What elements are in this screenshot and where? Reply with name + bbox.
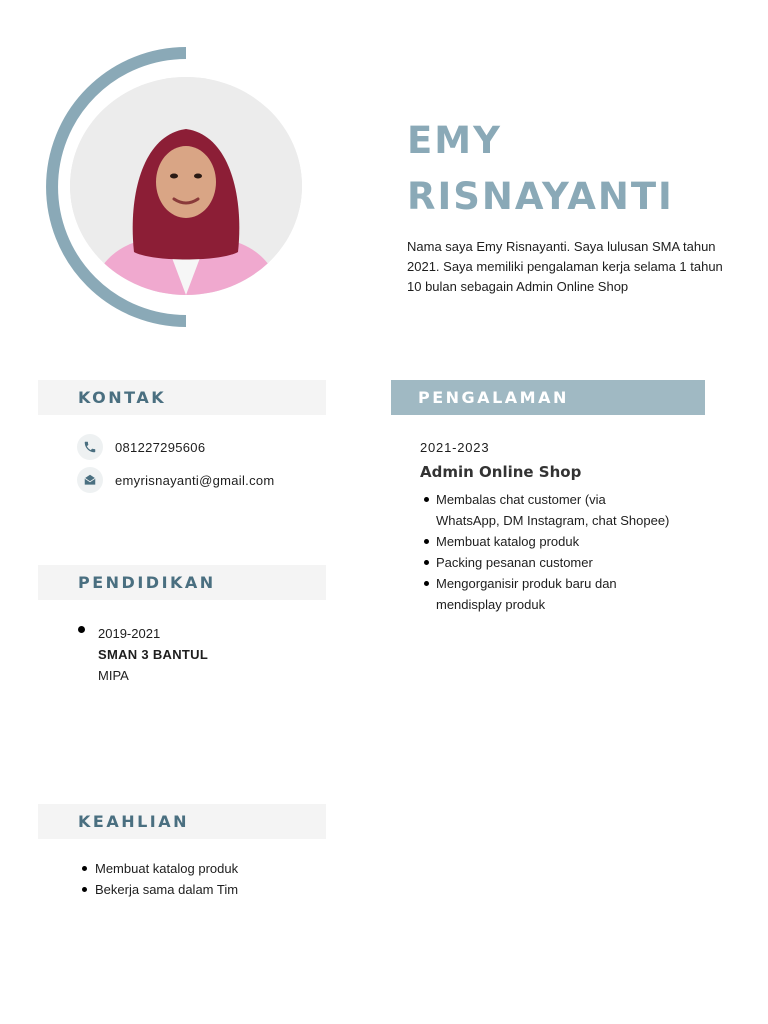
experience-entry	[420, 438, 670, 615]
email-address: emyrisnayanti@gmail.com	[115, 472, 275, 488]
contact-phone-row	[77, 434, 205, 460]
skills-list	[82, 858, 238, 900]
experience-period: 2021-2023	[420, 440, 490, 455]
education-period: 2019-2021	[98, 626, 161, 641]
duty-item: Packing pesanan customer	[420, 552, 670, 573]
skill-item: Membuat katalog produk	[82, 858, 238, 879]
experience-role: Admin Online Shop	[420, 463, 582, 481]
skill-item: Bekerja sama dalam Tim	[82, 879, 238, 900]
bullet-dot	[78, 626, 85, 633]
email-icon	[77, 467, 103, 493]
skills-heading: KEAHLIAN	[38, 804, 326, 839]
profile-photo	[70, 77, 302, 295]
last-name: RISNAYANTI	[407, 175, 674, 218]
phone-number: 081227295606	[115, 439, 206, 455]
education-heading: PENDIDIKAN	[38, 565, 326, 600]
contact-heading: KONTAK	[38, 380, 326, 415]
experience-heading: PENGALAMAN	[391, 380, 705, 415]
duty-item: Membuat katalog produk	[420, 531, 670, 552]
duty-item: Membalas chat customer (via WhatsApp, DM Instagram, chat Shopee)	[420, 489, 670, 531]
profile-summary: Nama saya Emy Risnayanti. Saya lulusan SMA tahun 2021. Saya memiliki pengalaman kerja selama 1 tahun 10 bulan sebagain Admin Online Shop	[407, 239, 723, 294]
first-name: EMY	[407, 119, 502, 162]
education-school: SMAN 3 BANTUL	[98, 647, 209, 662]
contact-email-row	[77, 467, 275, 493]
education-major: MIPA	[98, 668, 129, 683]
experience-duties	[420, 489, 670, 615]
full-name	[407, 113, 747, 225]
phone-icon	[77, 434, 103, 460]
duty-item: Mengorganisir produk baru dan mendisplay produk	[420, 573, 670, 615]
